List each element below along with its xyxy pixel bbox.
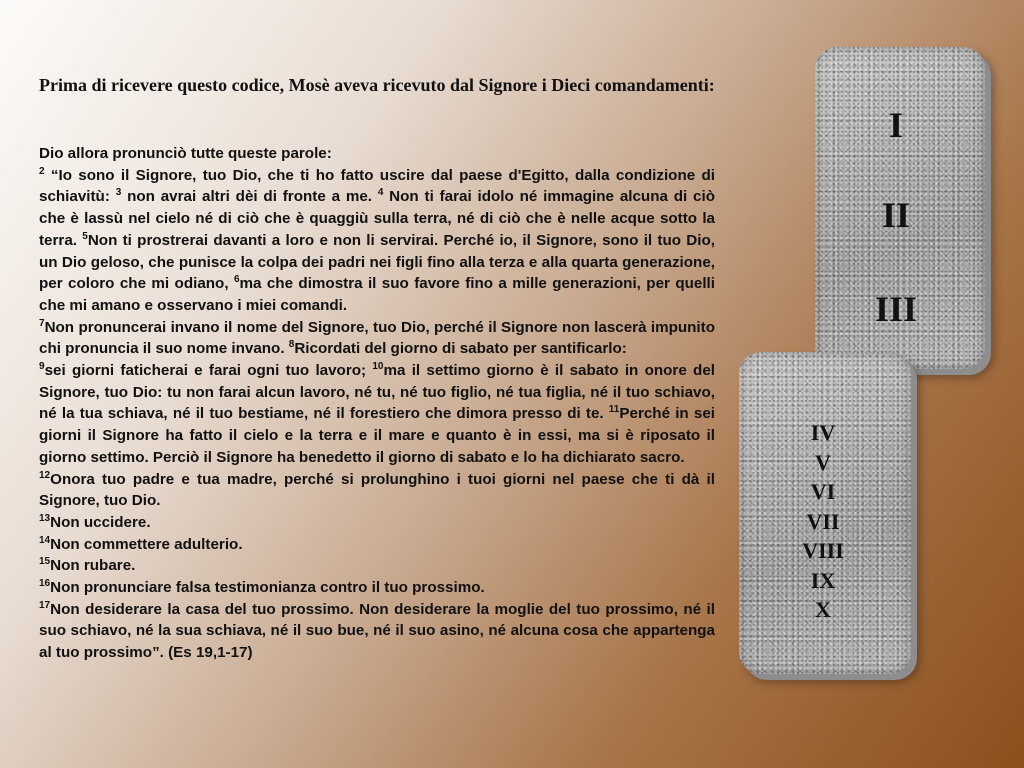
verse-number: 6: [233, 274, 240, 286]
commandment-numeral: IV: [810, 420, 836, 445]
verse-3: non avrai altri dèi di fronte a me.: [121, 188, 378, 206]
commandment-numeral: II: [881, 195, 911, 235]
verse-16-line: [39, 577, 715, 599]
verse-number: 17: [39, 599, 51, 611]
verse-number: 12: [39, 469, 51, 481]
verse-number: 2: [39, 165, 45, 177]
verse-4: Non ti farai idolo né immagine alcuna di ciò che è lassù nel cielo né di ciò che è quaggiù sulla terra, né di ciò che è nelle acque sotto la terra.: [39, 188, 715, 249]
verse-15-line: [39, 555, 715, 577]
verses-7-8: [39, 317, 715, 360]
verse-number: 16: [39, 578, 51, 590]
verse-6: ma che dimostra il suo favore fino a mille generazioni, per quelli che mi amano e osservano i miei comandi.: [39, 275, 715, 314]
verse-9: sei giorni faticherai e farai ogni tuo lavoro;: [44, 362, 373, 380]
scripture-text: [39, 143, 715, 664]
verse-17-line: [39, 599, 715, 664]
verse-number: 15: [39, 556, 51, 568]
commandment-numeral: VIII: [802, 538, 844, 563]
verse-number: 3: [115, 187, 122, 199]
scripture-intro: Dio allora pronunciò tutte queste parole:: [39, 145, 332, 162]
verse-number: 14: [39, 534, 51, 546]
verse-number: 4: [377, 187, 384, 199]
commandment-numeral: VI: [810, 479, 836, 504]
commandment-numeral: V: [815, 450, 831, 475]
verse-8: Ricordati del giorno di sabato per santificarlo:: [294, 340, 627, 358]
verse-11: Perché in sei giorni il Signore ha fatto il cielo e la terra e il mare e quanto è in essi, ma si è riposato il giorno settimo. Perciò il Signore ha benedetto il giorno di sabato e lo ha dichiarato sacro.: [39, 405, 715, 466]
verse-number: 9: [39, 361, 45, 373]
commandment-numeral: III: [874, 289, 918, 329]
verse-number: 7: [39, 317, 45, 329]
verse-12-line: [39, 469, 715, 512]
verse-number: 13: [39, 512, 51, 524]
verse-10: ma il settimo giorno è il sabato in onore del Signore, tuo Dio: tu non farai alcun lavoro, né tu, né tuo figlio, né tua figlia, né il tuo schiavo, né la tua schiava, né il tuo bestiame, né il forestiero che dimora presso di te.: [39, 362, 715, 423]
commandment-numeral: VII: [806, 509, 840, 534]
verse-2: “Io sono il Signore, tuo Dio, che ti ho fatto uscire dal paese d'Egitto, dalla condizione di schiavitù:: [39, 166, 715, 206]
verses-2-6: [39, 165, 715, 317]
verses-9-11: [39, 360, 715, 469]
verse-number: 11: [608, 404, 620, 416]
verse-15: Non rubare.: [50, 557, 136, 575]
verse-13-line: [39, 512, 715, 534]
verse-number: 10: [372, 361, 384, 373]
verse-17: Non desiderare la casa del tuo prossimo. Non desiderare la moglie del tuo prossimo, né il suo schiavo, né la sua schiava, né il suo bue, né il suo asino, né alcuna cosa che appartenga al tuo prossimo”. (Es 19,1-17): [39, 600, 715, 662]
verse-13: Non uccidere.: [50, 513, 151, 531]
stone-tablet-second: [739, 352, 911, 674]
commandment-numeral: IX: [810, 568, 836, 593]
verse-number: 8: [288, 339, 295, 351]
stone-tablet-first: [815, 47, 985, 369]
commandment-numeral: X: [815, 597, 831, 622]
slide-heading: Prima di ricevere questo codice, Mosè aveva ricevuto dal Signore i Dieci comandamenti:: [39, 75, 715, 95]
verse-12: Onora tuo padre e tua madre, perché si prolunghino i tuoi giorni nel paese che ti dà il Signore, tuo Dio.: [39, 470, 715, 510]
verse-number: 5: [82, 230, 88, 242]
verse-14: Non commettere adulterio.: [50, 535, 243, 553]
commandment-numeral: I: [888, 105, 903, 145]
verse-5: Non ti prostrerai davanti a loro e non li servirai. Perché io, il Signore, sono il tuo Dio, un Dio geloso, che punisce la colpa dei padri nei figli fino alla terza e alla quarta generazione, per coloro che mi odiano,: [39, 231, 715, 293]
verse-14-line: [39, 534, 715, 556]
verse-16: Non pronunciare falsa testimonianza contro il tuo prossimo.: [50, 579, 485, 597]
verse-7: Non pronuncerai invano il nome del Signore, tuo Dio, perché il Signore non lascerà impunito chi pronuncia il suo nome invano.: [39, 318, 715, 358]
